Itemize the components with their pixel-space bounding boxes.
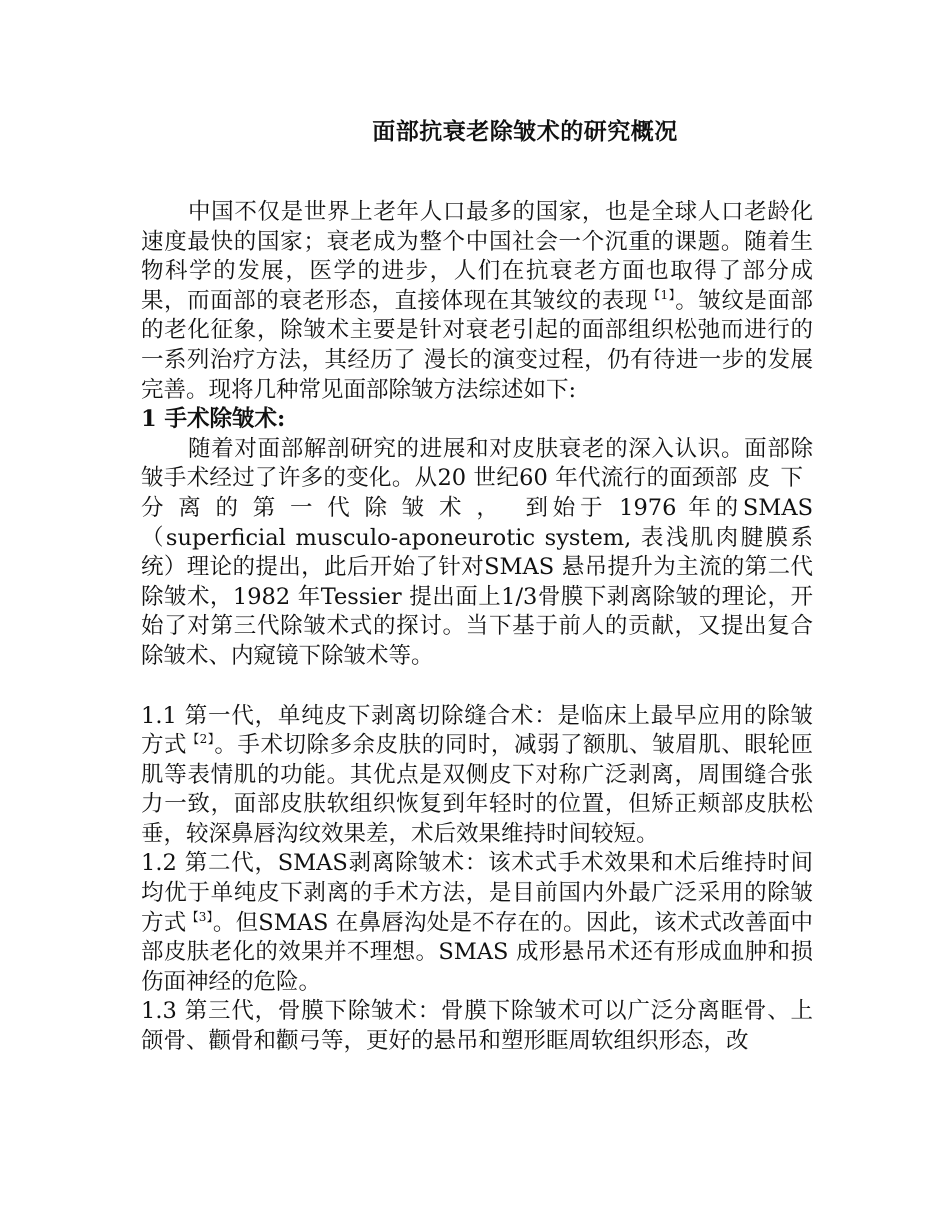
subsection-1-3 (141, 997, 813, 1056)
sub12-text: 1.2 第二代，SMAS剥离除皱术：该术式手术效果和术后维持时间均优于单纯皮下剥离的手术方法，是目前国内外最广泛采用的除皱方式 (141, 850, 813, 936)
citation-ref-2: 【2】 (187, 732, 215, 747)
citation-ref-3: 【3】 (186, 909, 213, 924)
section1-text-d: SMAS（superficial musculo-aponeurotic system, 表浅肌肉腱膜系统）理论的提出，此后开始了针对SMAS 悬吊提升为主流的第二代除皱术，1982 年Tessier 提出面上1/3骨膜下剥离除皱的理论，开始了对第三代除皱术式的探讨。当下基于前人的贡献，又提出复合除皱术、内窥镜下除皱术等。 (141, 494, 813, 669)
section1-paragraph (141, 435, 813, 672)
intro-paragraph (141, 198, 813, 405)
document-title: 面部抗衰老除皱术的研究概况 (372, 118, 678, 145)
section1-text-b: 部皮下分离的第一代除皱术， (141, 465, 813, 521)
sub13-text: 1.3 第三代，骨膜下除皱术：骨膜下除皱术可以广泛分离眶骨、上颌骨、颧骨和颧弓等，更好的悬吊和塑形眶周软组织形态，改 (141, 998, 813, 1055)
section1-text-c: 到始于 1976 年的 (525, 494, 743, 521)
sub12-text-cont: 。但SMAS 在鼻唇沟处是不存在的。因此，该术式改善面中部皮肤老化的效果并不理想。SMAS 成形悬吊术还有形成血肿和损伤面神经的危险。 (141, 909, 813, 995)
section1-text-a: 随着对面部解剖研究的进展和对皮肤衰老的深入认识。面部除皱手术经过了许多的变化。从20 世纪60 年代流行的面颈 (141, 435, 813, 492)
subsection-1-1 (141, 702, 813, 850)
citation-ref-1: 【1】 (647, 287, 676, 302)
document-body (141, 198, 813, 1057)
section-heading: 1 手术除皱术: (141, 406, 286, 433)
subsection-1-2 (141, 849, 813, 997)
intro-text: 中国不仅是世界上老年人口最多的国家，也是全球人口老龄化速度最快的国家；衰老成为整个中国社会一个沉重的课题。随着生物科学的发展，医学的进步，人们在抗衰老方面也取得了部分成果，而面部的衰老形态，直接体现在其皱纹的表现 (141, 199, 813, 314)
sub11-text: 1.1 第一代，单纯皮下剥离切除缝合术：是临床上最早应用的除皱方式 (141, 702, 813, 759)
intro-text-cont: 。皱纹是面部的老化征象，除皱术主要是针对衰老引起的面部组织松弛而进行的一系列治疗方法，其经历了 漫长的演变过程，仍有待进一步的发展完善。现将几种常见面部除皱方法综述如下: (141, 287, 813, 403)
sub11-text-cont: 。手术切除多余皮肤的同时，减弱了额肌、皱眉肌、眼轮匝肌等表情肌的功能。其优点是双侧皮下对称广泛剥离，周围缝合张力一致，面部皮肤软组织恢复到年轻时的位置，但矫正颊部皮肤松垂，较深鼻唇沟纹效果差，术后效果维持时间较短。 (141, 732, 813, 847)
